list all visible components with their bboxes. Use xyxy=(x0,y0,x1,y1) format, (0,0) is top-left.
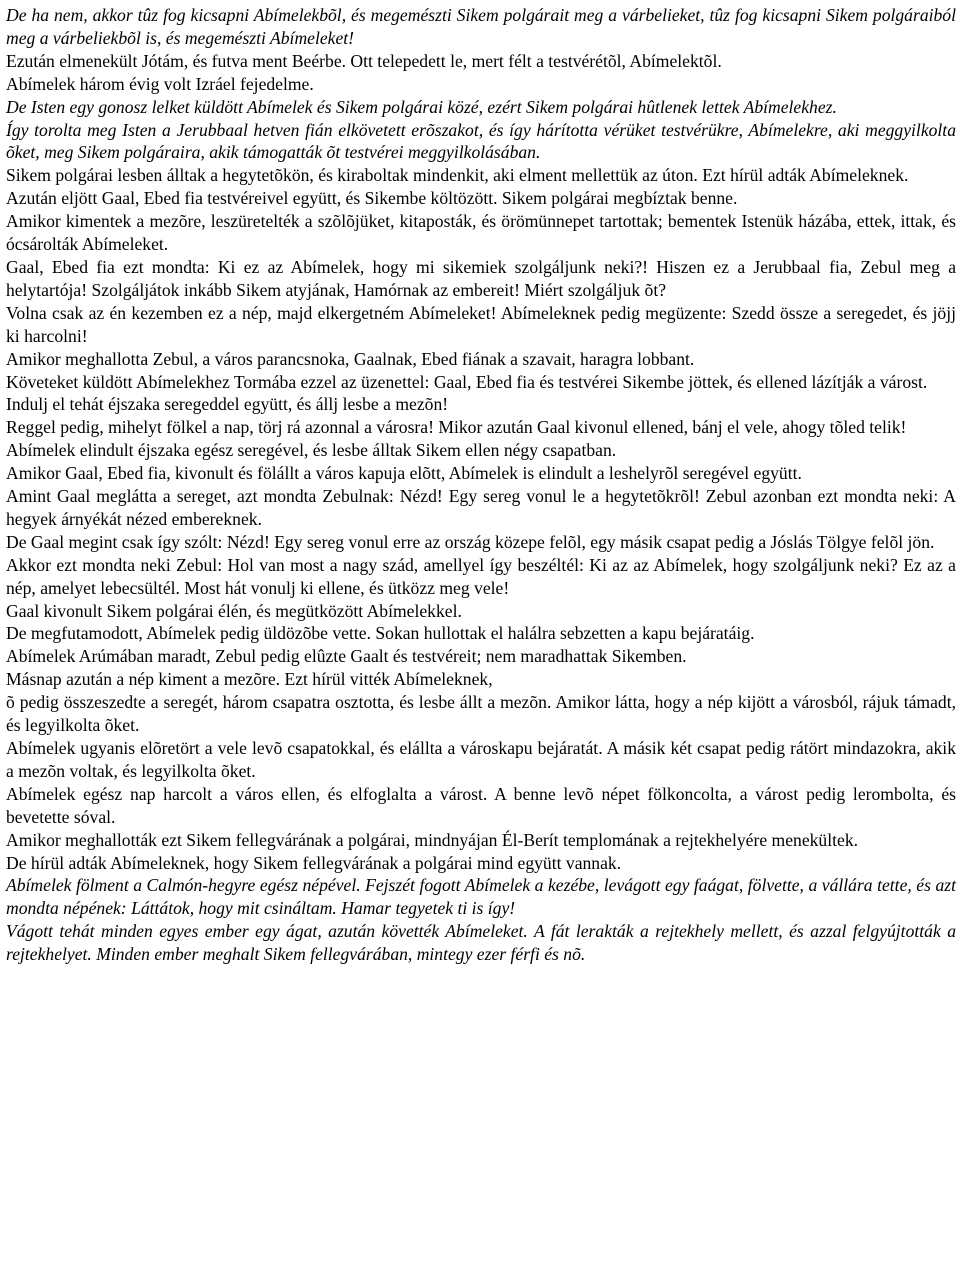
paragraph-23: Másnap azután a nép kiment a mezõre. Ezt hírül vitték Abímeleknek, xyxy=(6,669,493,690)
paragraph-9: Gaal, Ebed fia ezt mondta: Ki ez az Abímelek, hogy mi sikemiek szolgáljunk neki?! Hiszen ez a Jerubbaal fia, Zebul meg a helytartója! Szolgáljátok inkább Sikem atyjának, Hamórnak az embereit! Miért szolgáljuk õt? xyxy=(6,256,956,300)
paragraph-24: õ pedig összeszedte a seregét, három csapatra osztotta, és lesbe állt a mezõn. Amikor látta, hogy a nép kijött a városból, rájuk támadt, és legyilkolta õket. xyxy=(6,692,956,736)
paragraph-21: De megfutamodott, Abímelek pedig üldözõbe vette. Sokan hullottak el halálra sebzetten a kapu bejáratáig. xyxy=(6,623,755,644)
paragraph-17: Amint Gaal meglátta a sereget, azt mondta Zebulnak: Nézd! Egy sereg vonul le a hegytetõkrõl! Zebul azonban ezt mondta neki: A hegyek árnyékát nézed embereknek. xyxy=(6,486,956,529)
paragraph-19: Akkor ezt mondta neki Zebul: Hol van most a nagy szád, amellyel így beszéltél: Ki az az Abímelek, hogy szolgáljunk neki? Ez az a nép, amelyet lebecsültél. Most hát vonulj ki ellene, és ütközz meg vele! xyxy=(6,554,956,598)
paragraph-18: De Gaal megint csak így szólt: Nézd! Egy sereg vonul erre az ország közepe felõl, egy másik csapat pedig a Jóslás Tölgye felõl jön. xyxy=(6,531,935,552)
paragraph-12: Követeket küldött Abímelekhez Tormába ezzel az üzenettel: Gaal, Ebed fia és testvérei Sikembe jöttek, és ellened lázítják a várost. xyxy=(6,371,928,392)
paragraph-2: Ezután elmenekült Jótám, és futva ment Beérbe. Ott telepedett le, mert félt a testvérétõl, Abímelektõl. xyxy=(6,50,722,71)
paragraph-22: Abímelek Arúmában maradt, Zebul pedig elûzte Gaalt és testvéreit; nem maradhattak Sikemben. xyxy=(6,646,687,667)
paragraph-4: De Isten egy gonosz lelket küldött Abímelek és Sikem polgárai közé, ezért Sikem polgárai hûtlenek lettek Abímelekhez. xyxy=(6,96,837,117)
paragraph-16: Amikor Gaal, Ebed fia, kivonult és fölállt a város kapuja elõtt, Abímelek is elindult a leshelyrõl seregével együtt. xyxy=(6,463,802,484)
paragraph-13: Indulj el tehát éjszaka seregeddel együtt, és állj lesbe a mezõn! xyxy=(6,394,449,415)
paragraph-26: Abímelek egész nap harcolt a város ellen, és elfoglalta a várost. A benne levõ népet fölkoncolta, a várost pedig lerombolta, és bevetette sóval. xyxy=(6,783,956,827)
paragraph-5: Így torolta meg Isten a Jerubbaal hetven fián elkövetett erõszakot, és így hárította vérüket testvérükre, Abímelekre, aki meggyilkolta õket, meg Sikem polgáraira, akik támogatták õt testvérei meggyilkolásában. xyxy=(6,119,956,163)
paragraph-7: Azután eljött Gaal, Ebed fia testvéreivel együtt, és Sikembe költözött. Sikem polgárai megbíztak benne. xyxy=(6,188,738,209)
paragraph-27: Amikor meghallották ezt Sikem fellegvárának a polgárai, mindnyájan Él-Berít templomának a rejtekhelyére menekültek. xyxy=(6,829,859,850)
paragraph-10: Volna csak az én kezemben ez a nép, majd elkergetném Abímeleket! Abímeleknek pedig megüzente: Szedd össze a seregedet, és jöjj ki harcolni! xyxy=(6,302,956,346)
paragraph-15: Abímelek elindult éjszaka egész seregével, és lesbe álltak Sikem ellen négy csapatban. xyxy=(6,440,617,461)
paragraph-8: Amikor kimentek a mezõre, leszüretelték a szõlõjüket, kitaposták, és örömünnepet tartottak; bementek Istenük házába, ettek, ittak, és ócsárolták Abímeleket. xyxy=(6,211,956,255)
paragraph-11: Amikor meghallotta Zebul, a város parancsnoka, Gaalnak, Ebed fiának a szavait, haragra lobbant. xyxy=(6,348,695,369)
paragraph-29: Abímelek fölment a Calmón-hegyre egész népével. Fejszét fogott Abímelek a kezébe, levágott egy faágat, fölvette, a vállára tette, és azt mondta népének: Láttátok, hogy mit csináltam. Hamar tegyetek ti is így! xyxy=(6,875,956,919)
paragraph-1: De ha nem, akkor tûz fog kicsapni Abímelekbõl, és megemészti Sikem polgárait meg a várbelieket, tûz fog kicsapni Sikem polgáraiból meg a várbeliekbõl is, és megemészti Abímeleket! xyxy=(6,5,956,48)
paragraph-20: Gaal kivonult Sikem polgárai élén, és megütközött Abímelekkel. xyxy=(6,600,462,621)
paragraph-3: Abímelek három évig volt Izráel fejedelme. xyxy=(6,73,314,94)
paragraph-28: De hírül adták Abímeleknek, hogy Sikem fellegvárának a polgárai mind együtt vannak. xyxy=(6,852,622,873)
paragraph-25: Abímelek ugyanis elõretört a vele levõ csapatokkal, és elállta a városkapu bejáratát. A másik két csapat pedig rátört mindazokra, akik a mezõn voltak, és legyilkolta õket. xyxy=(6,738,956,781)
paragraph-14: Reggel pedig, mihelyt fölkel a nap, törj rá azonnal a városra! Mikor azután Gaal kivonul ellened, bánj el vele, ahogy tõled telik! xyxy=(6,417,907,438)
paragraph-30: Vágott tehát minden egyes ember egy ágat, azután követték Abímeleket. A fát lerakták a rejtekhely mellett, és azzal felgyújtották a rejtekhelyet. Minden ember meghalt Sikem fellegvárában, mintegy ezer férfi és nõ. xyxy=(6,921,956,965)
paragraph-6: Sikem polgárai lesben álltak a hegytetõkön, és kiraboltak mindenkit, aki elment mellettük az úton. Ezt hírül adták Abímeleknek. xyxy=(6,165,909,186)
